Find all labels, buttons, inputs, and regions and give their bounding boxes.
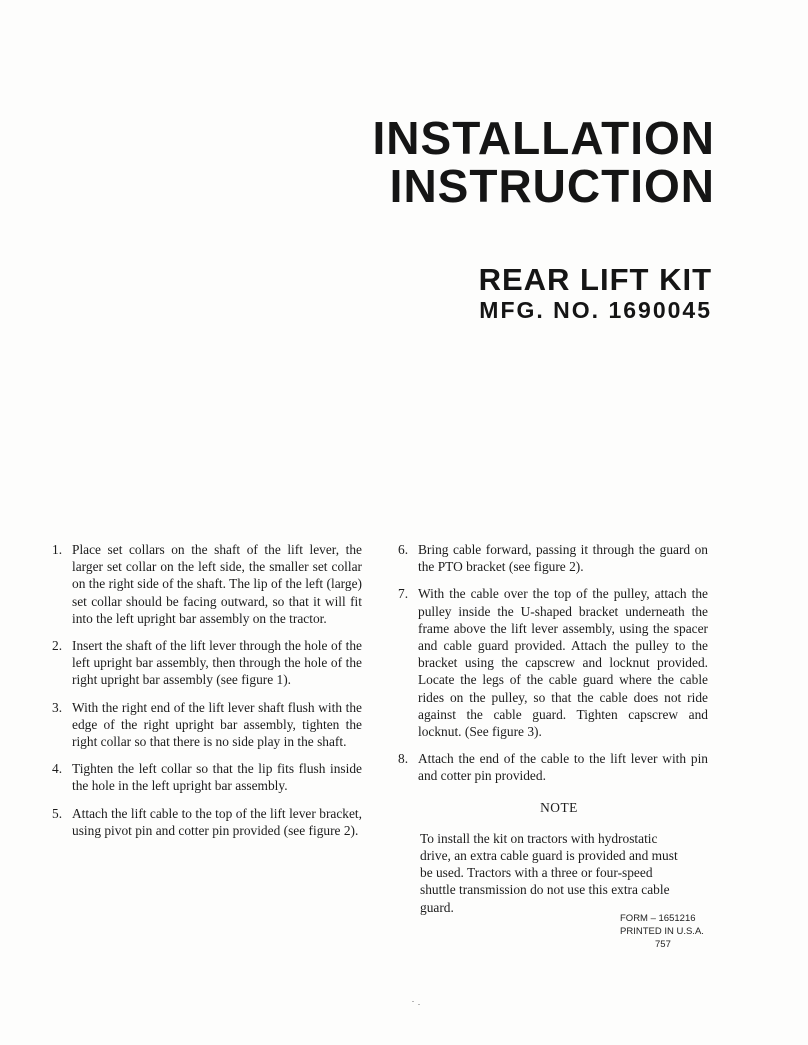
step-item: [398, 585, 708, 740]
step-number: 8.: [398, 751, 409, 767]
step-number: 6.: [398, 542, 409, 557]
note-body: To install the kit on tractors with hydrostatic drive, an extra cable guard is provided and must be used. Tractors with a three or four-speed shuttle transmission do not use this extra cable guard.: [420, 830, 678, 915]
title-line-1: INSTALLATION: [372, 112, 715, 164]
instructions-right-column: [398, 541, 708, 916]
step-item: [52, 541, 362, 627]
instructions-left-column: [52, 541, 362, 849]
title-line-2: INSTRUCTION: [389, 160, 715, 212]
step-number: 5.: [52, 805, 63, 821]
steps-list-right: [398, 541, 708, 785]
form-info-block: [620, 912, 730, 951]
step-text: Tighten the left collar so that the lip fits flush inside the hole in the left upright bar assembly.: [72, 761, 362, 794]
step-text: Attach the end of the cable to the lift lever with pin and cotter pin provided.: [418, 751, 708, 784]
step-text: Place set collars on the shaft of the lift lever, the larger set collar on the left side, the smaller set collar on the right side of the shaft. The lip of the left (large) set collar should be facing outward, so that it will fit into the left upright bar assembly on the tractor.: [72, 542, 362, 626]
step-item: [52, 637, 362, 689]
step-text: Attach the lift cable to the top of the lift lever bracket, using pivot pin and cotter pin provided (see figure 2).: [72, 805, 362, 838]
form-number: FORM – 1651216: [620, 913, 696, 924]
step-number: 4.: [52, 761, 63, 777]
step-item: [52, 805, 362, 839]
step-number: 1.: [52, 542, 63, 557]
scan-speck: [412, 1001, 414, 1002]
step-number: 3.: [52, 699, 63, 715]
subtitle-mfg-number: MFG. NO. 1690045: [479, 297, 712, 323]
step-text: With the right end of the lift lever shaft flush with the edge of the right upright bar assembly, tighten the right collar so that there is no side play in the shaft.: [72, 699, 362, 750]
step-item: [52, 760, 362, 794]
subtitle-kit-name: REAR LIFT KIT: [478, 262, 712, 297]
step-text: Insert the shaft of the lift lever through the hole of the left upright bar assembly, then through the hole of the right upright bar assembly (see figure 1).: [72, 638, 362, 688]
step-item: [398, 750, 708, 784]
step-text: Bring cable forward, passing it through the guard on the PTO bracket (see figure 2).: [418, 542, 708, 575]
form-code: 757: [655, 939, 671, 950]
step-item: [52, 699, 362, 751]
steps-list-left: [52, 541, 362, 839]
note-heading: NOTE: [540, 799, 578, 815]
step-text: With the cable over the top of the pulley, attach the pulley inside the U-shaped bracket underneath the frame above the lift lever assembly, using the spacer and cable guard provided. Attach the pulley to the bracket using the capscrew and locknut provided. Locate the legs of the cable guard where the cable rides on the pulley, so that the cable does not ride against the cable guard. Tighten capscrew and locknut. (See figure 3).: [418, 586, 708, 740]
scan-speck: [418, 1004, 420, 1005]
step-item: [398, 541, 708, 575]
printed-in-label: PRINTED IN U.S.A.: [620, 926, 704, 937]
step-number: 2.: [52, 638, 63, 654]
step-number: 7.: [398, 586, 409, 602]
